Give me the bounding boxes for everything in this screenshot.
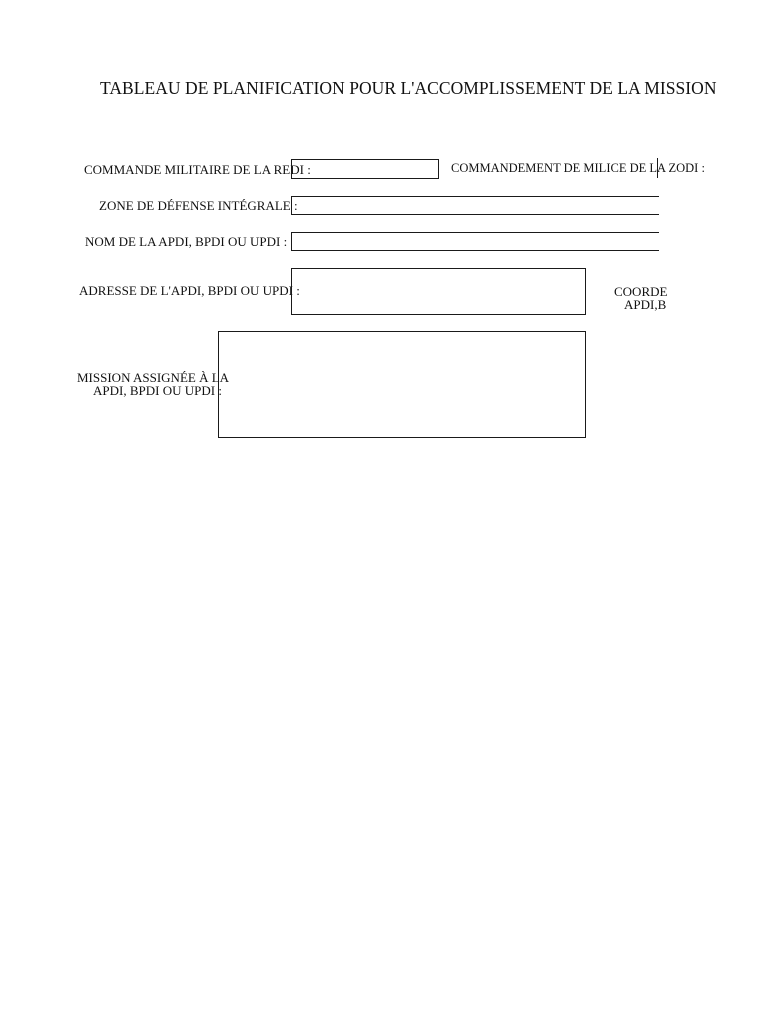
form-title: TABLEAU DE PLANIFICATION POUR L'ACCOMPLISSEMENT DE LA MISSION: [100, 78, 717, 98]
mission-field[interactable]: [218, 331, 586, 438]
nom-bottom-rule: [291, 250, 659, 251]
mission-label-line1: MISSION ASSIGNÉE À LA: [77, 370, 230, 385]
commandement-milice-label: COMMANDEMENT DE MILICE DE LA ZODI :: [451, 161, 705, 175]
zone-defense-bottom-rule: [291, 214, 659, 215]
commande-militaire-label: COMMANDE MILITAIRE DE LA REDI :: [84, 162, 311, 177]
adresse-field[interactable]: [291, 268, 586, 315]
commandement-milice-divider: [657, 158, 658, 178]
mission-label-line2: APDI, BPDI OU UPDI :: [93, 383, 222, 398]
nom-top-rule: [291, 232, 659, 233]
coorde-label-line2: APDI,B: [624, 297, 667, 312]
coorde-label-line1: COORDE: [614, 284, 668, 299]
zone-defense-top-rule: [291, 196, 659, 197]
commande-militaire-field[interactable]: [291, 159, 439, 179]
zone-defense-left-rule: [291, 196, 292, 215]
zone-defense-label: ZONE DE DÉFENSE INTÉGRALE :: [99, 198, 298, 213]
nom-label: NOM DE LA APDI, BPDI OU UPDI :: [85, 234, 288, 249]
nom-left-rule: [291, 232, 292, 251]
adresse-label: ADRESSE DE L'APDI, BPDI OU UPDI :: [79, 283, 300, 298]
